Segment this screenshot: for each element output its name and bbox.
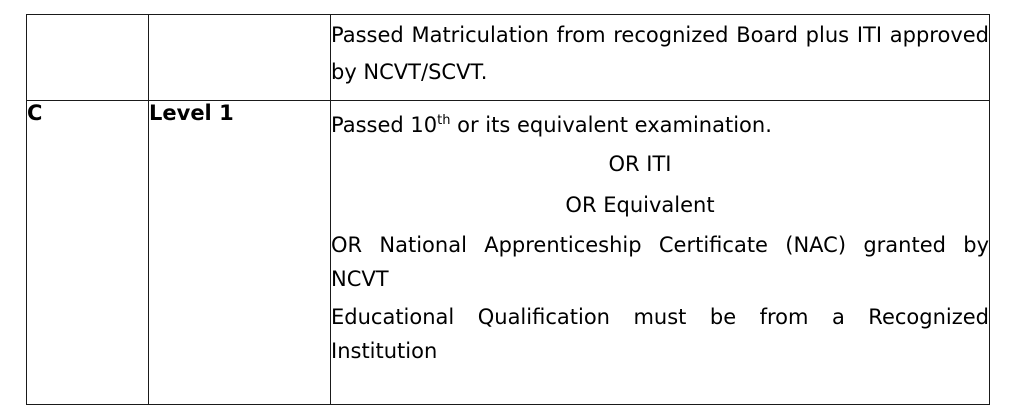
- category-cell: [27, 15, 149, 101]
- superscript-th: th: [437, 113, 451, 128]
- level-cell: Level 1: [149, 101, 331, 405]
- table-row: [27, 101, 990, 405]
- qualification-text: Passed Matriculation from recognized Board plus ITI approved by NCVT/SCVT.: [331, 23, 989, 84]
- or-equivalent-line: OR Equivalent: [565, 193, 715, 217]
- or-iti-line: OR ITI: [608, 152, 672, 176]
- qualification-line-10th: [331, 108, 989, 142]
- qualification-cell: [331, 15, 990, 101]
- nac-line: OR National Apprenticeship Certificate (NAC) granted by NCVT: [331, 233, 989, 291]
- qualification-line-10th-prefix: Passed 10: [331, 113, 438, 137]
- level-cell: [149, 15, 331, 101]
- qualification-line-10th-suffix: or its equivalent examination.: [450, 113, 772, 137]
- table-row: [27, 15, 990, 101]
- institution-line: Educational Qualification must be from a Recognized Institution: [331, 305, 989, 363]
- category-cell: C: [27, 101, 149, 405]
- qualification-cell: [331, 101, 990, 405]
- qualification-table: [26, 14, 990, 405]
